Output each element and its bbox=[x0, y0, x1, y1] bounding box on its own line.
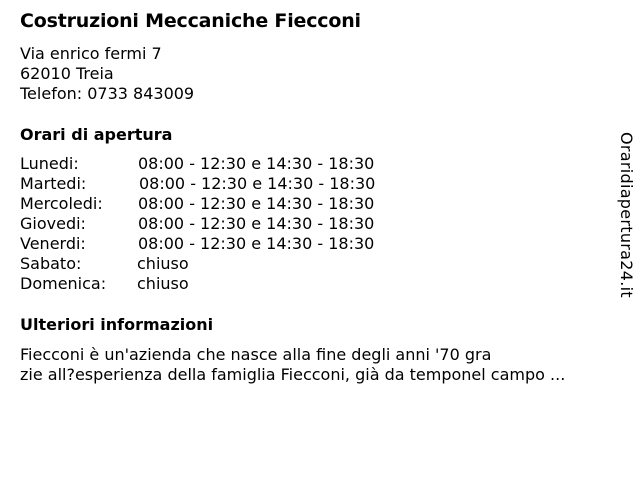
day-label: Martedi: bbox=[20, 174, 87, 193]
more-info-line: zie all?esperienza della famiglia Fiecconi, già da temponel campo ... bbox=[20, 365, 566, 384]
hours-value: 08:00 - 12:30 e 14:30 - 18:30 bbox=[139, 174, 376, 193]
more-info-text bbox=[20, 345, 620, 385]
business-address bbox=[20, 44, 194, 104]
day-label: Domenica: bbox=[20, 274, 107, 293]
hours-value: chiuso bbox=[137, 254, 189, 273]
day-label: Venerdi: bbox=[20, 234, 86, 253]
more-info-line: Fiecconi è un'azienda che nasce alla fine degli anni '70 gra bbox=[20, 345, 492, 364]
day-label: Lunedi: bbox=[20, 154, 79, 173]
business-name: Costruzioni Meccaniche Fiecconi bbox=[20, 10, 361, 32]
day-label: Giovedi: bbox=[20, 214, 86, 233]
hours-value: 08:00 - 12:30 e 14:30 - 18:30 bbox=[138, 214, 375, 233]
hours-value: 08:00 - 12:30 e 14:30 - 18:30 bbox=[138, 154, 375, 173]
hours-value: 08:00 - 12:30 e 14:30 - 18:30 bbox=[138, 234, 375, 253]
opening-hours-heading: Orari di apertura bbox=[20, 125, 173, 144]
day-label: Sabato: bbox=[20, 254, 82, 273]
site-watermark: Oraridiapertura24.it bbox=[617, 132, 636, 298]
address-street: Via enrico fermi 7 bbox=[20, 44, 162, 63]
more-info-heading: Ulteriori informazioni bbox=[20, 315, 214, 334]
phone-number: Telefon: 0733 843009 bbox=[20, 84, 195, 103]
day-label: Mercoledi: bbox=[20, 194, 103, 213]
hours-value: 08:00 - 12:30 e 14:30 - 18:30 bbox=[138, 194, 375, 213]
address-city: 62010 Treia bbox=[20, 64, 114, 83]
hours-value: chiuso bbox=[137, 274, 189, 293]
